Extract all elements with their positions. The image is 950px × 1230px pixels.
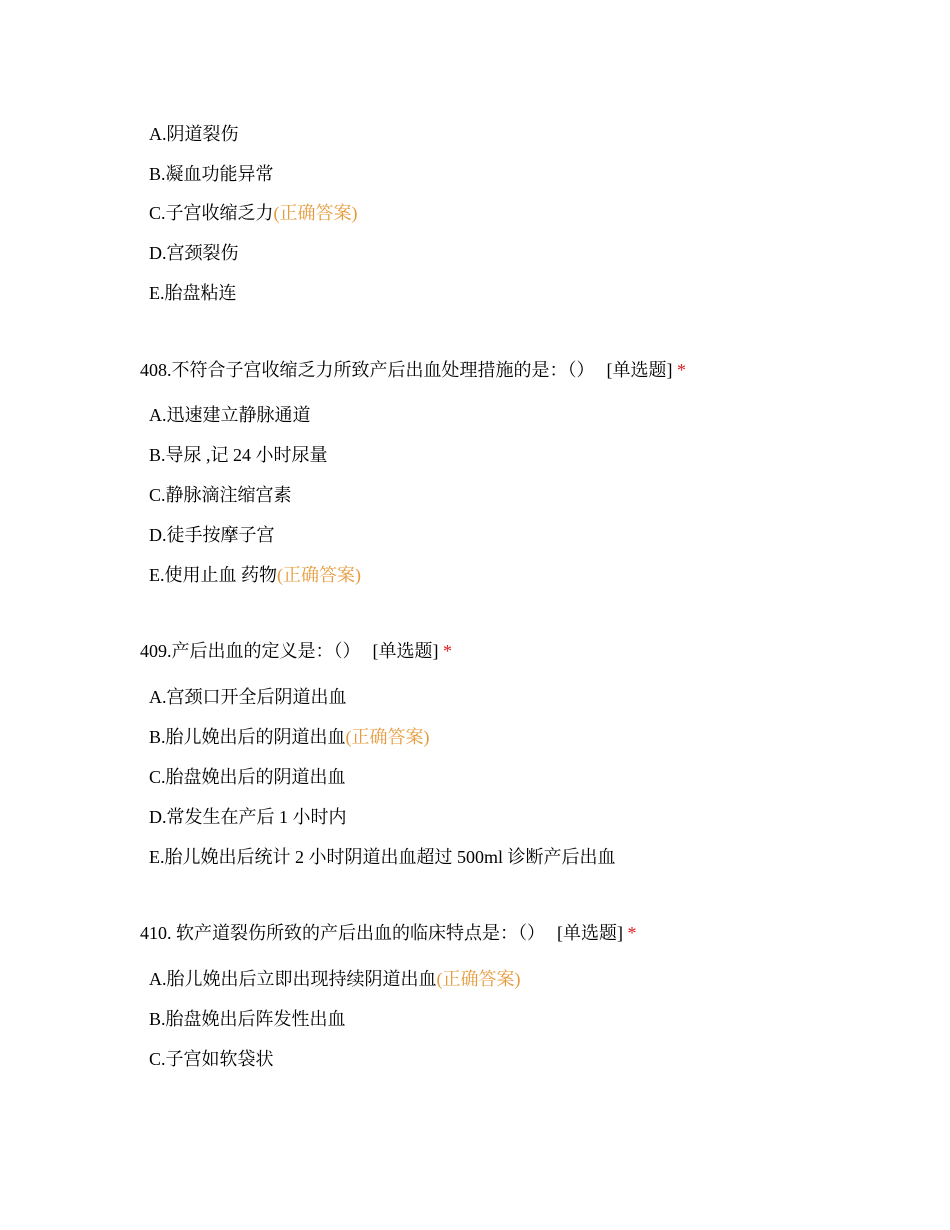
- option-b: [149, 162, 274, 186]
- option-text: C.子宫如软袋状: [149, 1049, 274, 1069]
- question-text: 408.不符合子宫收缩乏力所致产后出血处理措施的是：（）: [140, 360, 595, 380]
- required-marker: *: [627, 923, 637, 943]
- correct-answer-marker: (正确答案): [345, 727, 430, 747]
- option-b: [149, 1007, 346, 1031]
- option-text: B.导尿 ,记 24 小时尿量: [149, 445, 328, 465]
- option-a: [149, 403, 311, 427]
- option-text: A.阴道裂伤: [149, 124, 239, 144]
- option-d: [149, 805, 347, 829]
- option-a: [149, 685, 347, 709]
- option-text: C.胎盘娩出后的阴道出血: [149, 767, 346, 787]
- option-text: E.胎儿娩出后统计 2 小时阴道出血超过 500ml 诊断产后出血: [149, 847, 616, 867]
- option-e: [149, 563, 361, 587]
- question-type: [单选题]: [557, 923, 623, 943]
- required-marker: *: [443, 641, 452, 661]
- option-text: A.迅速建立静脉通道: [149, 405, 311, 425]
- option-text: B.胎盘娩出后阵发性出血: [149, 1009, 346, 1029]
- option-text: C.子宫收缩乏力: [149, 203, 274, 223]
- option-b: [149, 725, 430, 749]
- question-title: [140, 358, 686, 382]
- question-text: 409.产后出血的定义是：（）: [140, 641, 361, 661]
- option-text: D.徒手按摩子宫: [149, 525, 275, 545]
- option-e: [149, 281, 237, 305]
- question-type: [单选题]: [606, 360, 673, 380]
- option-c: [149, 201, 358, 225]
- option-a: [149, 967, 521, 991]
- option-a: [149, 122, 239, 146]
- option-text: B.胎儿娩出后的阴道出血: [149, 727, 346, 747]
- required-marker: *: [677, 360, 686, 380]
- question-type: [单选题]: [372, 641, 439, 661]
- question-text: 410. 软产道裂伤所致的产后出血的临床特点是：（）: [140, 923, 545, 943]
- option-text: B.凝血功能异常: [149, 164, 274, 184]
- option-c: [149, 1047, 274, 1071]
- correct-answer-marker: (正确答案): [273, 203, 358, 223]
- question-title: [140, 639, 452, 663]
- option-c: [149, 765, 346, 789]
- option-text: D.宫颈裂伤: [149, 243, 239, 263]
- option-text: A.宫颈口开全后阴道出血: [149, 687, 347, 707]
- option-d: [149, 241, 239, 265]
- option-c: [149, 483, 292, 507]
- option-b: [149, 443, 328, 467]
- option-text: C.静脉滴注缩宫素: [149, 485, 292, 505]
- option-text: E.胎盘粘连: [149, 283, 237, 303]
- correct-answer-marker: (正确答案): [277, 565, 361, 585]
- option-text: E.使用止血 药物: [149, 565, 277, 585]
- option-d: [149, 523, 275, 547]
- option-e: [149, 845, 616, 869]
- question-title: [140, 921, 637, 945]
- option-text: D.常发生在产后 1 小时内: [149, 807, 347, 827]
- correct-answer-marker: (正确答案): [436, 969, 521, 989]
- option-text: A.胎儿娩出后立即出现持续阴道出血: [149, 969, 437, 989]
